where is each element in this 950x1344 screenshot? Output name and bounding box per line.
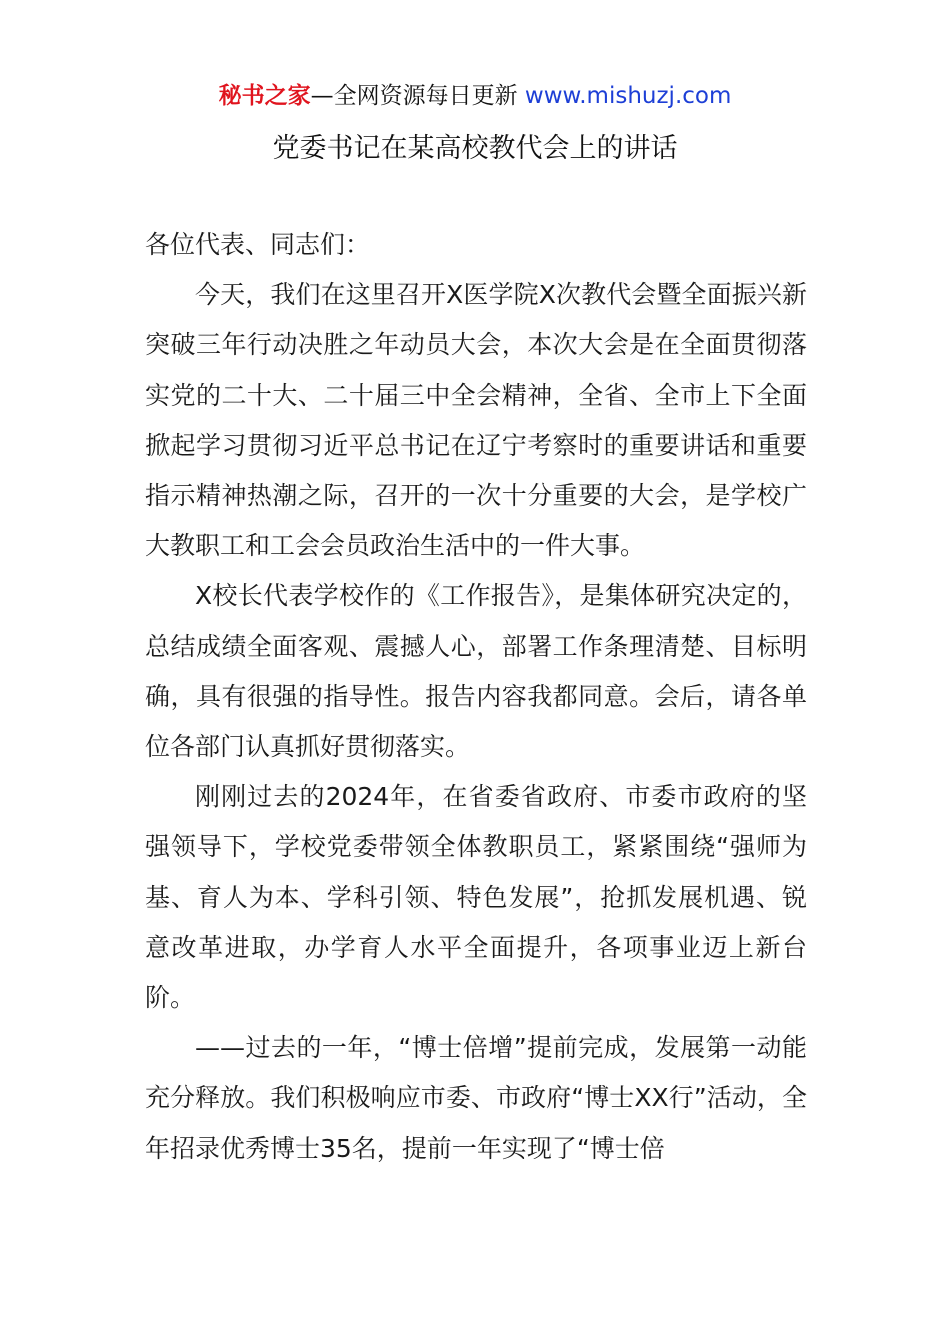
brand-name: 秘书之家 — [218, 83, 311, 109]
site-url-link[interactable]: www.mishuzj.com — [524, 83, 732, 109]
document-body — [145, 220, 807, 1174]
paragraph: ——过去的一年，“博士倍增”提前完成，发展第一动能充分释放。我们积极响应市委、市政府“博士XX行”活动，全年招录优秀博士35名，提前一年实现了“博士倍 — [145, 1033, 807, 1163]
site-header — [0, 80, 950, 112]
paragraph: X校长代表学校作的《工作报告》，是集体研究决定的，总结成绩全面客观、震撼人心，部署工作条理清楚、目标明确，具有很强的指导性。报告内容我都同意。会后，请各单位各部门认真抓好贯彻落实。 — [145, 581, 807, 762]
paragraph: 刚刚过去的2024年，在省委省政府、市委市政府的坚强领导下，学校党委带领全体教职员工，紧紧围绕“强师为基、育人为本、学科引领、特色发展”，抢抓发展机遇、锐意改革进取，办学育人水平全面提升，各项事业迈上新台阶。 — [145, 782, 807, 1013]
document-title: 党委书记在某高校教代会上的讲话 — [272, 133, 678, 164]
salutation: 各位代表、同志们： — [145, 230, 371, 259]
paragraph: 今天，我们在这里召开X医学院X次教代会暨全面振兴新突破三年行动决胜之年动员大会，本次大会是在全面贯彻落实党的二十大、二十届三中全会精神，全省、全市上下全面掀起学习贯彻习近平总书记在辽宁考察时的重要讲话和重要指示精神热潮之际，召开的一次十分重要的大会，是学校广大教职工和工会会员政治生活中的一件大事。 — [145, 280, 807, 561]
header-tagline: —全网资源每日更新 — [310, 83, 518, 109]
